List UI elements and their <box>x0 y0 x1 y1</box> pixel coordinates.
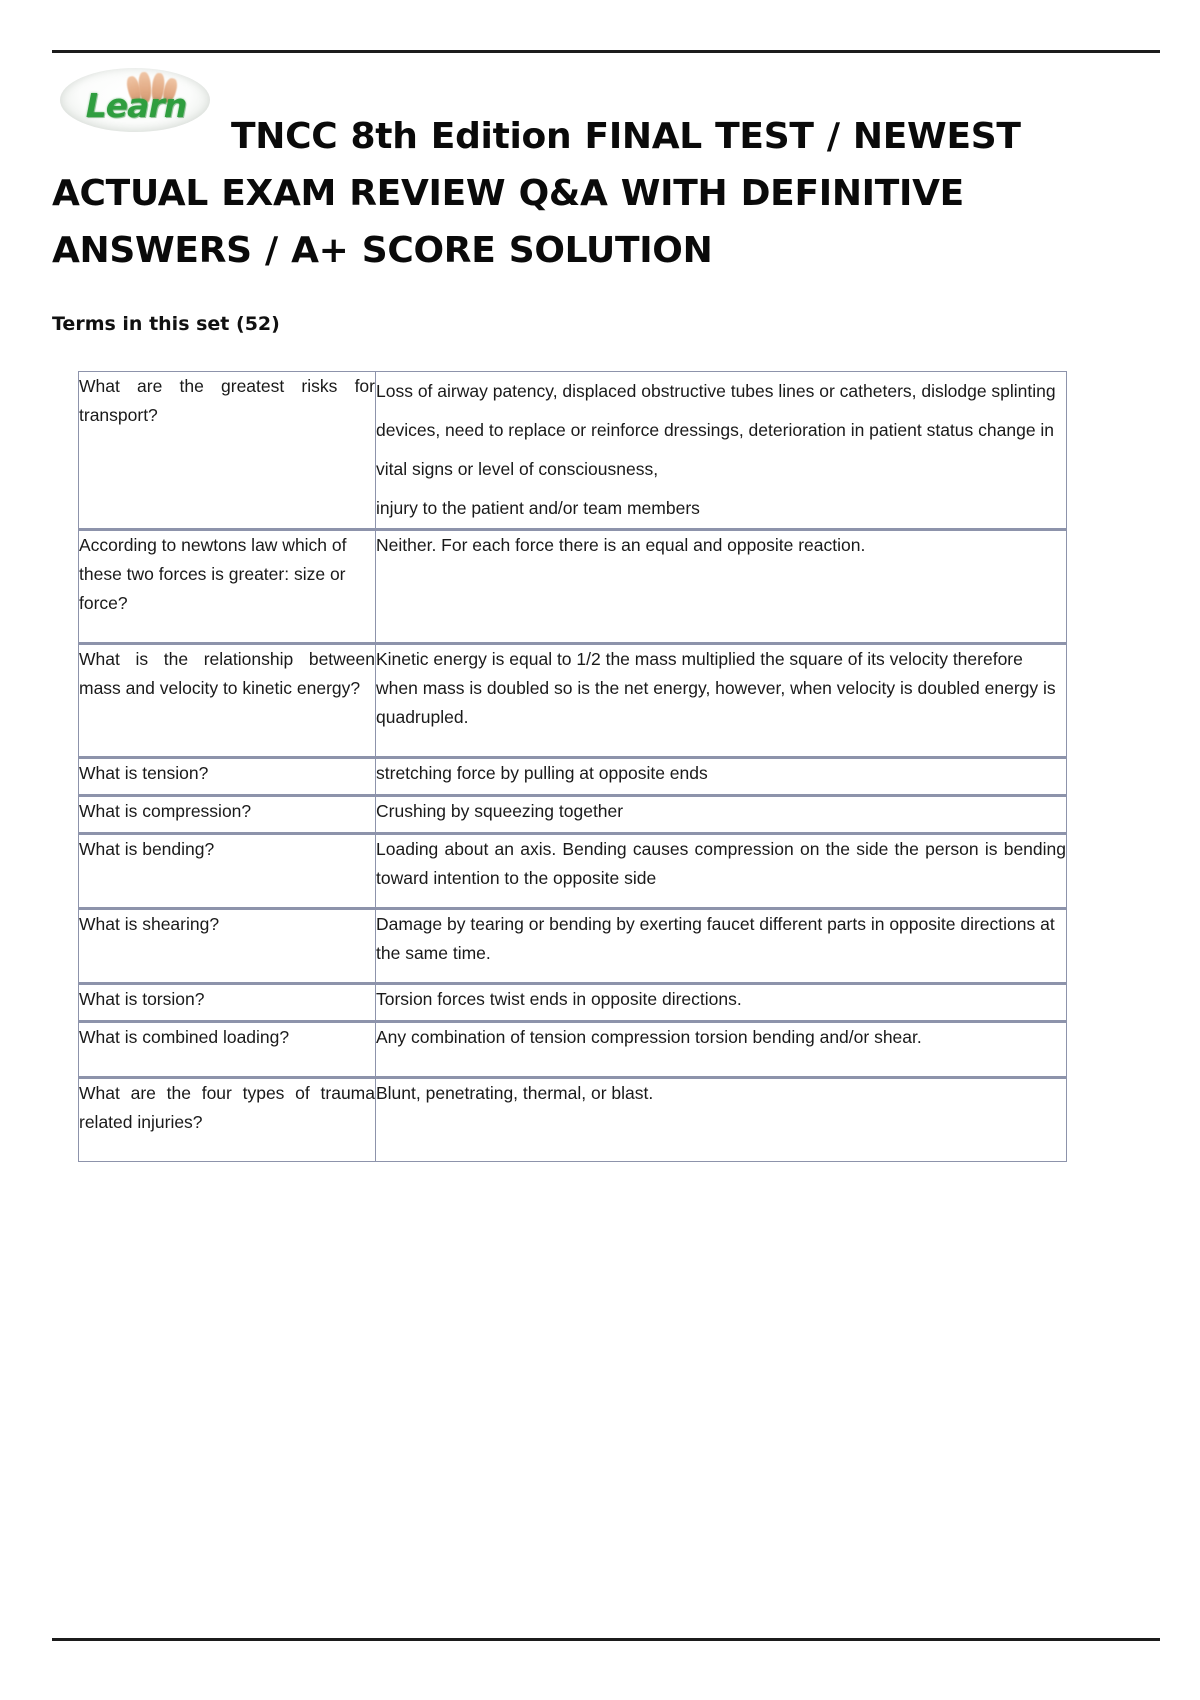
table-row <box>79 758 1067 796</box>
table-row <box>79 1078 1067 1162</box>
answer-cell <box>376 372 1067 530</box>
question-text: What is bending? <box>79 839 215 859</box>
question-cell <box>79 984 376 1022</box>
question-text: What are the four types of trauma related injuries? <box>79 1083 375 1132</box>
question-cell <box>79 796 376 834</box>
table-row <box>79 834 1067 909</box>
answer-text: Neither. For each force there is an equal and opposite reaction. <box>376 535 866 555</box>
answer-text: Any combination of tension compression torsion bending and/or shear. <box>376 1027 922 1047</box>
table-row <box>79 984 1067 1022</box>
question-text: What is tension? <box>79 763 209 783</box>
question-text: What is combined loading? <box>79 1027 290 1047</box>
question-text: What are the greatest risks for transport? <box>79 376 375 425</box>
question-cell <box>79 530 376 644</box>
question-cell <box>79 372 376 530</box>
answer-cell <box>376 796 1067 834</box>
answer-cell <box>376 1078 1067 1162</box>
question-cell <box>79 758 376 796</box>
answer-text: Crushing by squeezing together <box>376 801 624 821</box>
answer-cell <box>376 530 1067 644</box>
question-cell <box>79 834 376 909</box>
question-text: What is compression? <box>79 801 252 821</box>
table-row <box>79 796 1067 834</box>
answer-text: Torsion forces twist ends in opposite directions. <box>376 989 742 1009</box>
answer-cell <box>376 644 1067 758</box>
learn-logo <box>52 64 217 136</box>
answer-cell <box>376 984 1067 1022</box>
question-cell <box>79 909 376 984</box>
question-cell <box>79 1022 376 1078</box>
question-text: What is the relationship between mass and velocity to kinetic energy? <box>79 649 375 698</box>
document-header <box>52 64 1160 279</box>
answer-cell <box>376 758 1067 796</box>
answer-text: stretching force by pulling at opposite ends <box>376 763 708 783</box>
header-rule-top <box>52 50 1160 53</box>
question-text: According to newtons law which of these two forces is greater: size or force? <box>79 535 347 613</box>
answer-text: Kinetic energy is equal to 1/2 the mass multiplied the square of its velocity therefore when mass is doubled so is the net energy, however, when velocity is doubled energy is quadrupled. <box>376 649 1056 727</box>
answer-cell <box>376 909 1067 984</box>
table-row <box>79 644 1067 758</box>
terms-table <box>78 371 1067 1162</box>
table-row <box>79 1022 1067 1078</box>
footer-rule-bottom <box>52 1638 1160 1641</box>
table-row <box>79 372 1067 530</box>
page-title: TNCC 8th Edition FINAL TEST / NEWEST ACTUAL EXAM REVIEW Q&A WITH DEFINITIVE ANSWERS / A+ SCORE SOLUTION <box>52 116 1021 271</box>
question-text: What is shearing? <box>79 914 220 934</box>
question-cell <box>79 644 376 758</box>
table-row <box>79 530 1067 644</box>
table-row <box>79 909 1067 984</box>
answer-text: Damage by tearing or bending by exerting faucet different parts in opposite directions at the same time. <box>376 914 1055 963</box>
answer-text-line2: injury to the patient and/or team members <box>376 498 700 518</box>
question-cell <box>79 1078 376 1162</box>
answer-text: Loading about an axis. Bending causes compression on the side the person is bending toward intention to the opposite side <box>376 839 1066 888</box>
answer-cell <box>376 834 1067 909</box>
answer-text: Blunt, penetrating, thermal, or blast. <box>376 1083 654 1103</box>
answer-text: Loss of airway patency, displaced obstructive tubes lines or catheters, dislodge splinting devices, need to replace or reinforce dressings, deterioration in patient status change in vital signs or level of consciousness, <box>376 381 1056 479</box>
answer-cell <box>376 1022 1067 1078</box>
question-text: What is torsion? <box>79 989 205 1009</box>
terms-count-heading: Terms in this set (52) <box>52 313 280 335</box>
logo-text: Learn <box>85 86 187 125</box>
